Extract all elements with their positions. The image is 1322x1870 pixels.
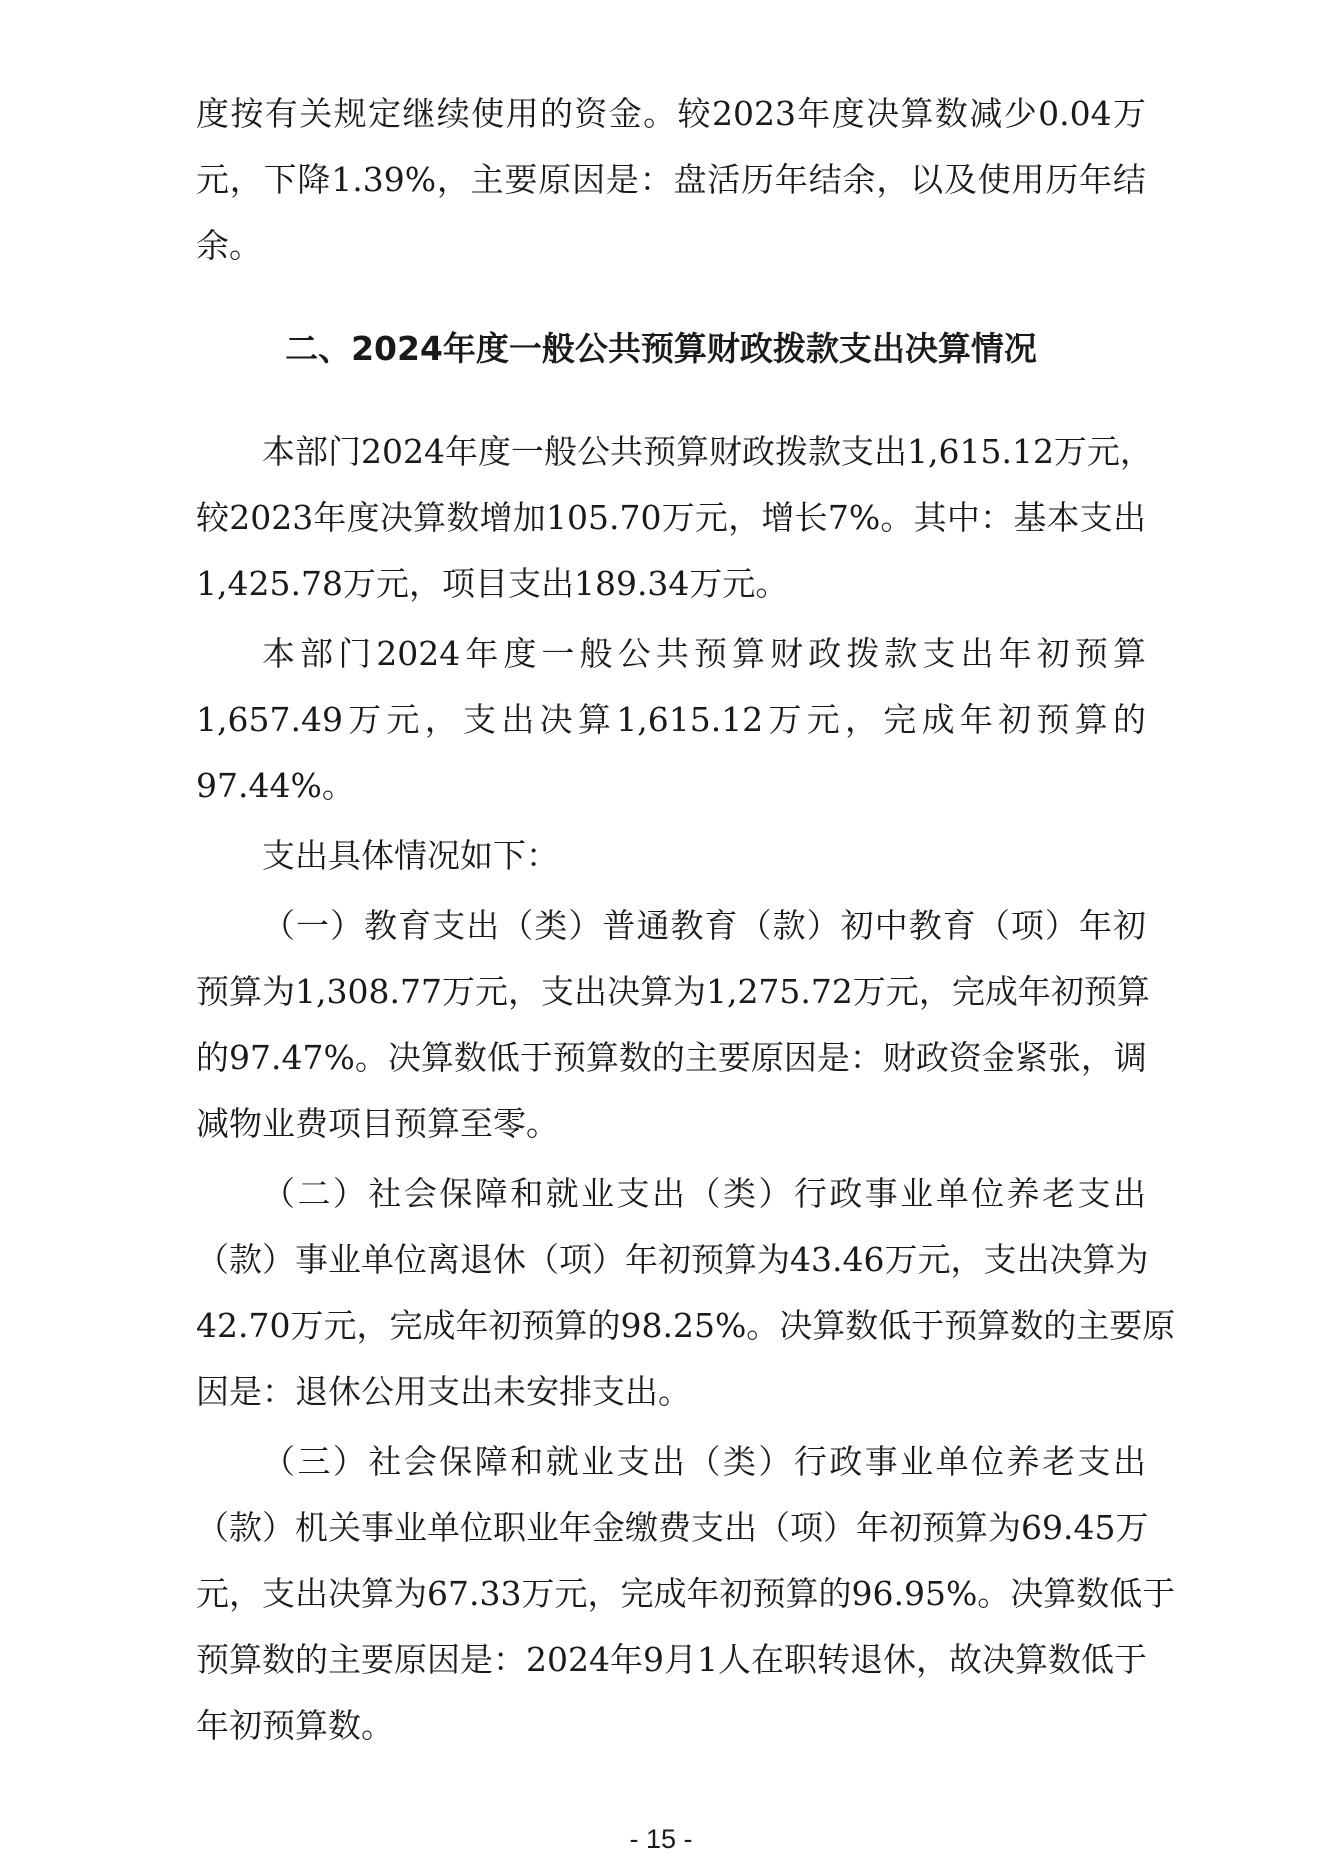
text-line: 预算数的主要原因是：2024年9月1人在职转退休，故决算数低于 <box>196 1640 1147 1679</box>
text-line: 1,425.78万元，项目支出189.34万元。 <box>196 564 789 603</box>
text-line: 42.70万元，完成年初预算的98.25%。决算数低于预算数的主要原 <box>196 1306 1176 1345</box>
text-line: 年初预算数。 <box>196 1706 394 1745</box>
text-line: （款）机关事业单位职业年金缴费支出（项）年初预算为69.45万 <box>196 1508 1149 1547</box>
section-heading: 二、2024年度一般公共预算财政拨款支出决算情况 <box>285 329 1037 368</box>
text-line: 余。 <box>196 226 262 265</box>
text-line: 减物业费项目预算至零。 <box>196 1104 559 1143</box>
text-line: （二）社会保障和就业支出（类）行政事业单位养老支出 <box>262 1174 1146 1213</box>
page-number: - 15 - <box>629 1824 693 1854</box>
text-line: 度按有关规定继续使用的资金。较2023年度决算数减少0.04万 <box>196 94 1146 133</box>
text-line: 1,657.49万元，支出决算1,615.12万元，完成年初预算的 <box>196 700 1146 739</box>
text-line: 本部门2024年度一般公共预算财政拨款支出年初预算 <box>262 634 1146 673</box>
text-line: 元，下降1.39%，主要原因是：盘活历年结余，以及使用历年结 <box>196 160 1146 199</box>
text-line: 的97.47%。决算数低于预算数的主要原因是：财政资金紧张，调 <box>196 1038 1147 1077</box>
text-line: （一）教育支出（类）普通教育（款）初中教育（项）年初 <box>262 906 1146 945</box>
text-line: 97.44%。 <box>196 766 355 805</box>
text-line: 元，支出决算为67.33万元，完成年初预算的96.95%。决算数低于 <box>196 1574 1176 1613</box>
text-line: 支出具体情况如下： <box>262 836 559 875</box>
text-line: 较2023年度决算数增加105.70万元，增长7%。其中：基本支出 <box>196 498 1146 537</box>
text-line: 本部门2024年度一般公共预算财政拨款支出1,615.12万元， <box>262 432 1153 471</box>
text-line: 预算为1,308.77万元，支出决算为1,275.72万元，完成年初预算 <box>196 972 1150 1011</box>
text-line: （三）社会保障和就业支出（类）行政事业单位养老支出 <box>262 1442 1146 1481</box>
text-line: （款）事业单位离退休（项）年初预算为43.46万元，支出决算为 <box>196 1240 1149 1279</box>
text-line: 因是：退休公用支出未安排支出。 <box>196 1372 691 1411</box>
